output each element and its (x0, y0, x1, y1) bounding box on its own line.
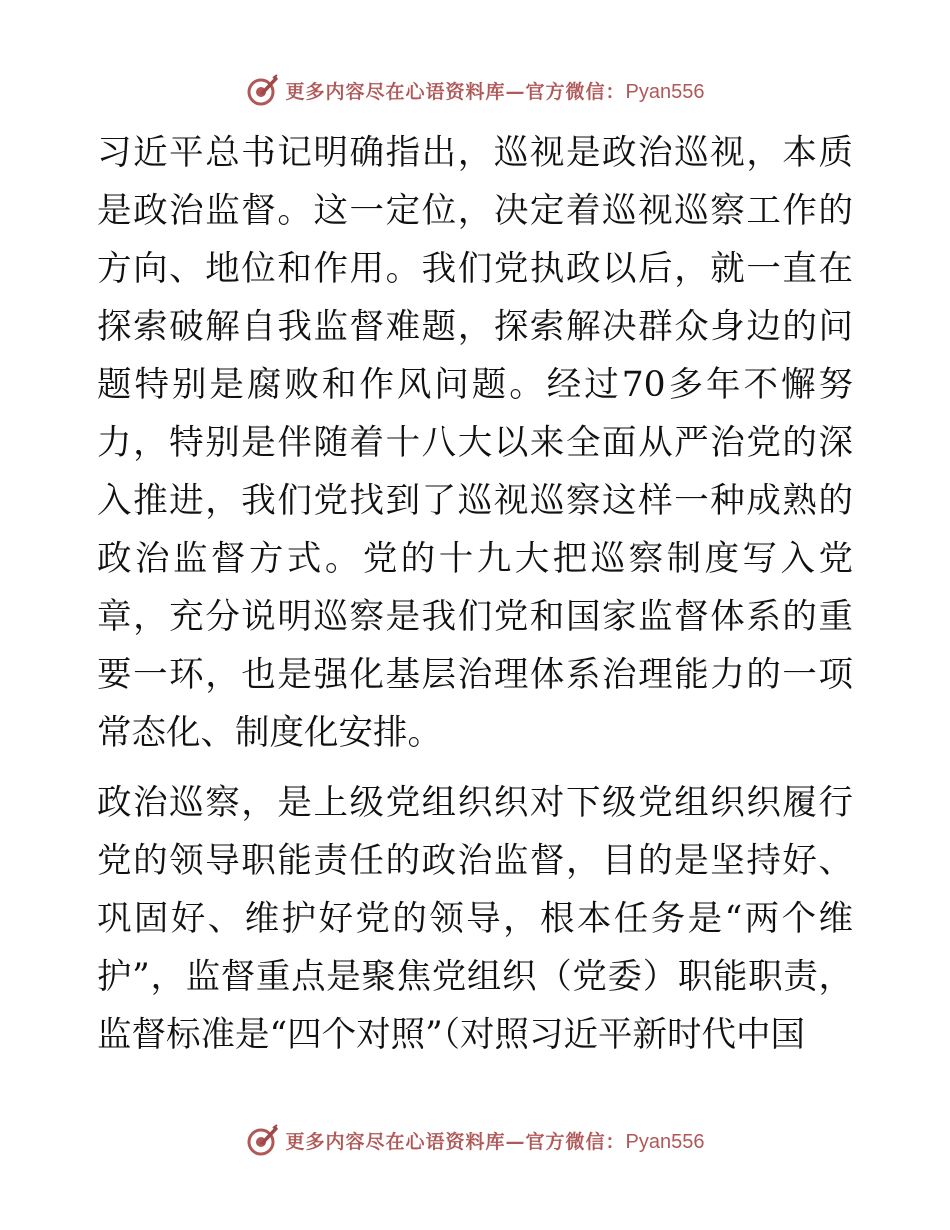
watermark-text: 更多内容尽在心语资料库—官方微信：Pyan556 (285, 80, 705, 103)
wechat-id: Pyan556 (625, 80, 705, 103)
paragraph-2: 政治巡察，是上级党组织织对下级党组织织履行党的领导职能责任的政治监督，目的是坚持好、巩固好、维护好党的领导，根本任务是“两个维护”，监督重点是聚焦党组织（党委）职能职责，监督标准是“四个对照”（对照习近平新时代中国 (97, 783, 853, 1055)
watermark-text: 更多内容尽在心语资料库—官方微信：Pyan556 (285, 1130, 705, 1153)
paragraph-1: 习近平总书记明确指出，巡视是政治巡视，本质是政治监督。这一定位，决定着巡视巡察工作的方向、地位和作用。我们党执政以后，就一直在探索破解自我监督难题，探索解决群众身边的问题特别是腐败和作风问题。经过70多年不懈努力，特别是伴随着十八大以来全面从严治党的深入推进，我们党找到了巡视巡察这样一种成熟的政治监督方式。党的十九大把巡察制度写入党章，充分说明巡察是我们党和国家监督体系的重要一环，也是强化基层治理体系治理能力的一项常态化、制度化安排。 (97, 133, 853, 753)
quill-logo-icon (246, 1123, 280, 1157)
document-body (97, 124, 853, 1064)
wechat-id: Pyan556 (625, 1130, 705, 1153)
header-watermark (0, 70, 950, 110)
footer-watermark (0, 1120, 950, 1160)
quill-logo-icon (246, 73, 280, 107)
